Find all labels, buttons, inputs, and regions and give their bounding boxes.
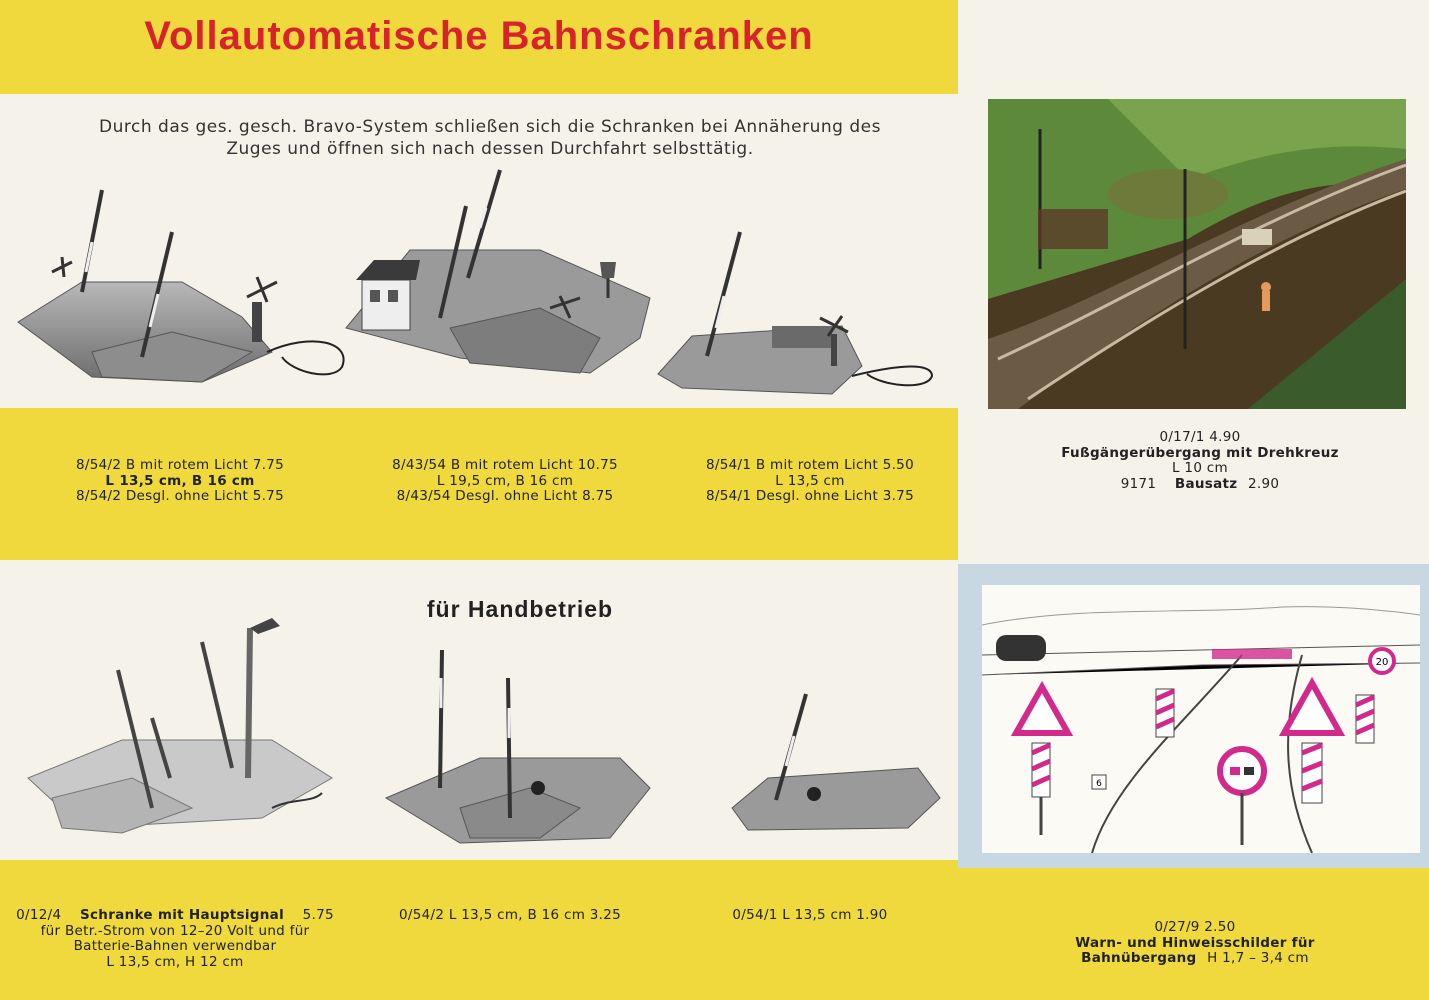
intro-line-2: Zuges und öffnen sich nach dessen Durchfahrt selbsttätig.: [226, 139, 754, 159]
caption-line: 0/17/1 4.90: [1159, 429, 1241, 445]
product-8-43-54: [345, 458, 665, 505]
caption-rest: H 1,7 – 3,4 cm: [1207, 950, 1309, 966]
product-line: 8/43/54 Desgl. ohne Licht 8.75: [396, 488, 614, 504]
barrier-illustration-1: [12, 182, 352, 402]
product-line: L 13,5 cm, B 16 cm: [105, 472, 255, 489]
product-line: 8/54/1 B mit rotem Licht 5.50: [706, 457, 914, 473]
kit-label: Bausatz: [1174, 475, 1238, 492]
caption-line: 0/27/9 2.50: [1154, 919, 1236, 935]
product-name: Schranke mit Hauptsignal: [79, 907, 285, 923]
product-code: 0/12/4: [16, 907, 62, 923]
product-line: 8/54/1 Desgl. ohne Licht 3.75: [706, 488, 914, 504]
signs-caption: [965, 920, 1425, 967]
product-price: 5.75: [302, 907, 334, 923]
manual-barrier-illustration-2: [380, 648, 660, 848]
footbridge-photo: [988, 99, 1406, 409]
caption-line: Warn- und Hinweisschilder für: [1075, 934, 1315, 951]
section-subhead: für Handbetrieb: [426, 596, 614, 622]
product-line: 0/54/2 L 13,5 cm, B 16 cm 3.25: [398, 907, 621, 923]
footbridge-caption: [1000, 430, 1400, 492]
product-0-54-2: [360, 908, 660, 924]
product-line: 8/54/2 Desgl. ohne Licht 5.75: [76, 488, 284, 504]
caption-line: Fußgängerübergang mit Drehkreuz: [1061, 444, 1339, 461]
product-line: L 13,5 cm, H 12 cm: [106, 953, 244, 970]
product-line: 8/43/54 B mit rotem Licht 10.75: [392, 457, 618, 473]
product-8-54-2: [20, 458, 340, 505]
product-line: 0/54/1 L 13,5 cm 1.90: [732, 907, 888, 923]
caption-bold: Bahnübergang: [1081, 950, 1197, 966]
caption-line: L 10 cm: [1172, 460, 1228, 476]
product-line: [5, 908, 345, 924]
manual-barrier-illustration-1: [22, 618, 352, 858]
signs-drawing: [982, 585, 1420, 853]
product-line: 8/54/2 B mit rotem Licht 7.75: [76, 457, 284, 473]
intro-text: [40, 116, 940, 160]
product-line: Batterie-Bahnen verwendbar: [73, 938, 277, 954]
page-title: Vollautomatische Bahnschranken: [144, 14, 814, 58]
no-overtaking-sign: [1220, 749, 1264, 845]
product-line: L 19,5 cm, B 16 cm: [436, 472, 574, 489]
barrier-illustration-3: [652, 226, 952, 406]
signs-illustration: [982, 585, 1420, 853]
product-0-54-1: [670, 908, 950, 924]
product-line: L 13,5 cm: [775, 472, 845, 489]
caption-line: [965, 951, 1425, 967]
km-post: 6: [1096, 779, 1102, 789]
intro-line-1: Durch das ges. gesch. Bravo-System schließen sich die Schranken bei Annäherung des: [99, 117, 881, 137]
manual-barrier-illustration-3: [728, 688, 948, 848]
kit-code: 9171: [1120, 475, 1157, 492]
footbridge-photo-image: [988, 99, 1406, 409]
product-8-54-1: [650, 458, 970, 505]
kit-price: 2.90: [1248, 475, 1280, 492]
barrier-illustration-2: [340, 168, 660, 408]
cross-sign-left: [1016, 687, 1068, 835]
product-0-12-4: [5, 908, 345, 970]
caption-line: [1000, 477, 1400, 493]
speed-limit-sign: 20: [1375, 657, 1389, 668]
product-line: für Betr.-Strom von 12–20 Volt und für: [40, 922, 310, 939]
